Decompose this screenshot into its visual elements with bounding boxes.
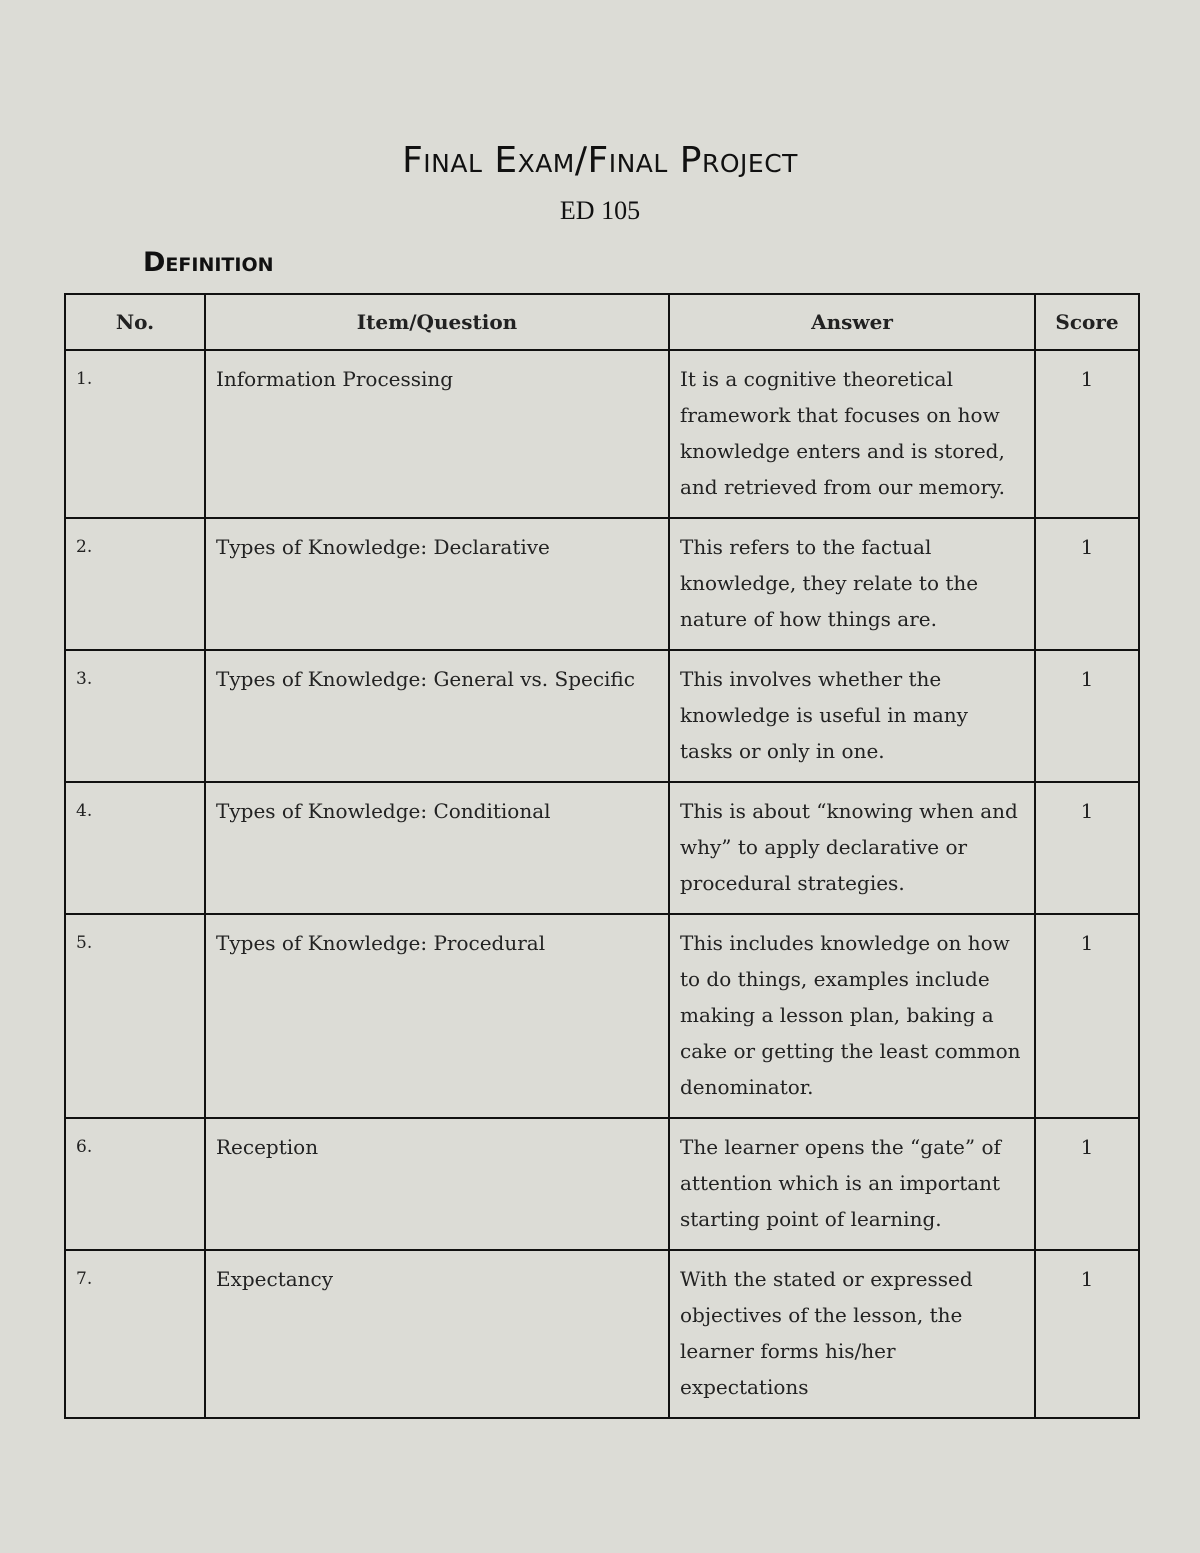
row-number: 7. — [65, 1250, 205, 1418]
row-number: 6. — [65, 1118, 205, 1250]
row-item: Types of Knowledge: Declarative — [205, 518, 669, 650]
row-answer: It is a cognitive theoretical framework that focuses on how knowledge enters and is stored, and retrieved from our memory. — [669, 350, 1035, 518]
row-answer: This is about “knowing when and why” to apply declarative or procedural strategies. — [669, 782, 1035, 914]
row-score: 1 — [1035, 782, 1139, 914]
row-number: 4. — [65, 782, 205, 914]
table-header-row — [65, 294, 1139, 350]
row-answer: With the stated or expressed objectives of the lesson, the learner forms his/her expectations — [669, 1250, 1035, 1418]
table-row — [65, 1250, 1139, 1418]
row-number: 1. — [65, 350, 205, 518]
header-answer: Answer — [669, 294, 1035, 350]
row-number: 3. — [65, 650, 205, 782]
row-answer: This involves whether the knowledge is useful in many tasks or only in one. — [669, 650, 1035, 782]
row-number: 5. — [65, 914, 205, 1118]
header-no: No. — [65, 294, 205, 350]
table-row — [65, 1118, 1139, 1250]
table-row — [65, 914, 1139, 1118]
header-item-question: Item/Question — [205, 294, 669, 350]
row-score: 1 — [1035, 914, 1139, 1118]
row-item: Information Processing — [205, 350, 669, 518]
row-item: Expectancy — [205, 1250, 669, 1418]
row-score: 1 — [1035, 518, 1139, 650]
table-row — [65, 782, 1139, 914]
table-row — [65, 650, 1139, 782]
row-item: Types of Knowledge: Procedural — [205, 914, 669, 1118]
row-score: 1 — [1035, 1250, 1139, 1418]
row-answer: This refers to the factual knowledge, they relate to the nature of how things are. — [669, 518, 1035, 650]
course-code: ED 105 — [559, 196, 641, 225]
row-answer: The learner opens the “gate” of attention which is an important starting point of learning. — [669, 1118, 1035, 1250]
section-heading: Definition — [143, 247, 274, 278]
row-item: Types of Knowledge: Conditional — [205, 782, 669, 914]
header-score: Score — [1035, 294, 1139, 350]
row-score: 1 — [1035, 350, 1139, 518]
row-item: Types of Knowledge: General vs. Specific — [205, 650, 669, 782]
table-row — [65, 350, 1139, 518]
row-item: Reception — [205, 1118, 669, 1250]
table-row — [65, 518, 1139, 650]
row-score: 1 — [1035, 1118, 1139, 1250]
row-answer: This includes knowledge on how to do things, examples include making a lesson plan, baking a cake or getting the least common denominator. — [669, 914, 1035, 1118]
row-number: 2. — [65, 518, 205, 650]
document-title: Final Exam/Final Project — [402, 140, 798, 181]
definition-table — [64, 293, 1140, 1419]
row-score: 1 — [1035, 650, 1139, 782]
